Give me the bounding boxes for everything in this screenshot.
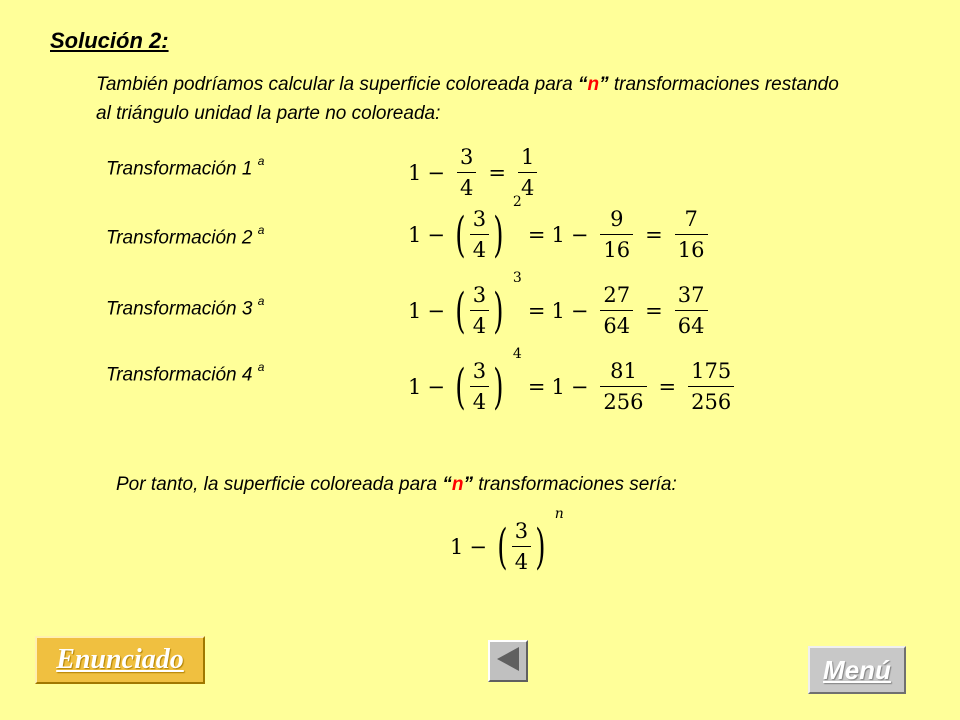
fraction-result xyxy=(675,206,708,263)
frac-num: 1 xyxy=(520,145,535,169)
step-label-2 xyxy=(106,225,264,249)
fraction-base xyxy=(470,206,489,263)
fraction-base xyxy=(457,144,476,201)
math-minus: − xyxy=(469,534,487,559)
frac-num: 27 xyxy=(603,283,631,307)
step-label-text: Transformación 4 xyxy=(106,364,253,386)
step-label-3 xyxy=(106,296,264,320)
frac-num: 3 xyxy=(472,283,487,307)
right-paren: ) xyxy=(493,358,504,415)
math-one: 1 xyxy=(450,534,464,559)
conclusion-text-2: transformaciones sería: xyxy=(472,474,677,495)
frac-num: 81 xyxy=(610,359,637,383)
left-triangle-icon xyxy=(495,645,521,678)
math-equals: = xyxy=(658,374,677,399)
math-equals: = xyxy=(645,222,663,247)
quote-open: “ xyxy=(442,474,452,495)
math-one: 1 xyxy=(408,222,422,247)
step-label-text: Transformación 3 xyxy=(106,298,253,320)
right-paren: ) xyxy=(493,206,504,263)
math-minus: − xyxy=(427,160,445,185)
math-minus: − xyxy=(427,222,445,247)
quote-close: ” xyxy=(463,474,473,495)
frac-num: 3 xyxy=(472,207,487,231)
frac-num: 37 xyxy=(677,283,705,307)
math-one: 1 xyxy=(551,298,565,323)
menu-label: Menú xyxy=(823,654,891,685)
frac-num: 3 xyxy=(472,359,487,383)
intro-text-2: transformaciones restando al triángulo unidad la parte no coloreada: xyxy=(96,74,839,124)
fraction-mid xyxy=(600,282,633,339)
n-variable: n xyxy=(587,74,600,95)
right-paren: ) xyxy=(535,518,546,575)
fraction-result xyxy=(675,282,708,339)
frac-den: 4 xyxy=(459,176,474,200)
final-formula xyxy=(450,506,564,575)
frac-den: 256 xyxy=(603,390,644,414)
power-term xyxy=(493,506,564,575)
intro-paragraph xyxy=(96,70,856,128)
step-label-text: Transformación 2 xyxy=(106,227,253,249)
left-paren: ( xyxy=(455,282,466,339)
frac-num: 3 xyxy=(459,145,474,169)
frac-den: 256 xyxy=(691,390,732,414)
menu-button[interactable] xyxy=(808,646,906,694)
frac-den: 4 xyxy=(472,390,487,414)
frac-den: 64 xyxy=(603,314,631,338)
conclusion-text-1: Por tanto, la superficie coloreada para xyxy=(116,474,443,495)
frac-den: 4 xyxy=(472,238,487,262)
math-one: 1 xyxy=(408,160,422,185)
left-paren: ( xyxy=(455,358,466,415)
power-term xyxy=(451,194,522,263)
frac-num: 3 xyxy=(514,519,529,543)
enunciado-button[interactable] xyxy=(35,636,205,684)
math-one: 1 xyxy=(408,374,422,399)
exponent: 2 xyxy=(512,194,522,210)
right-paren: ) xyxy=(493,282,504,339)
quote-open: “ xyxy=(577,74,588,95)
step-label-sup: a xyxy=(257,294,265,308)
conclusion-text xyxy=(116,474,677,496)
step-label-sup: a xyxy=(257,223,265,237)
equation-row-2 xyxy=(408,194,714,263)
math-minus: − xyxy=(570,298,589,323)
fraction-mid xyxy=(600,358,646,415)
page-title: Solución 2: xyxy=(50,28,169,53)
step-label-sup: a xyxy=(257,154,265,168)
n-variable: n xyxy=(451,474,464,495)
frac-den: 4 xyxy=(472,314,487,338)
back-button[interactable] xyxy=(488,640,528,682)
math-minus: − xyxy=(570,222,589,247)
math-minus: − xyxy=(570,374,589,399)
fraction-mid xyxy=(600,206,633,263)
frac-num: 175 xyxy=(691,359,732,383)
math-one: 1 xyxy=(408,298,422,323)
equation-row-3 xyxy=(408,270,714,339)
equation-row-4 xyxy=(408,346,740,415)
exponent: n xyxy=(554,506,564,522)
power-term xyxy=(451,270,522,339)
frac-den: 4 xyxy=(514,550,529,574)
frac-den: 16 xyxy=(677,238,705,262)
frac-den: 64 xyxy=(677,314,705,338)
math-one: 1 xyxy=(551,222,565,247)
enunciado-label: Enunciado xyxy=(56,644,184,675)
fraction-result xyxy=(518,144,537,201)
math-minus: − xyxy=(427,298,445,323)
math-equals: = xyxy=(488,160,506,185)
fraction-base xyxy=(512,518,531,575)
exponent: 4 xyxy=(512,346,522,362)
step-label-text: Transformación 1 xyxy=(106,158,253,180)
frac-den: 16 xyxy=(603,238,631,262)
fraction-base xyxy=(470,358,489,415)
math-equals: = xyxy=(527,374,546,399)
math-minus: − xyxy=(427,374,445,399)
frac-num: 9 xyxy=(610,207,624,231)
step-label-4 xyxy=(106,362,264,386)
math-equals: = xyxy=(645,298,663,323)
quote-close: ” xyxy=(599,74,609,95)
power-term xyxy=(451,346,522,415)
left-paren: ( xyxy=(497,518,508,575)
step-label-sup: a xyxy=(257,360,265,374)
fraction-result xyxy=(688,358,734,415)
intro-text-1: También podríamos calcular la superficie coloreada para xyxy=(96,74,578,95)
step-label-1 xyxy=(106,156,264,180)
frac-den: 4 xyxy=(520,176,535,200)
math-equals: = xyxy=(527,222,546,247)
frac-num: 7 xyxy=(684,207,698,231)
equation-row-1 xyxy=(408,144,543,201)
exponent: 3 xyxy=(512,270,522,286)
math-one: 1 xyxy=(551,374,565,399)
fraction-base xyxy=(470,282,489,339)
left-paren: ( xyxy=(455,206,466,263)
math-equals: = xyxy=(527,298,546,323)
